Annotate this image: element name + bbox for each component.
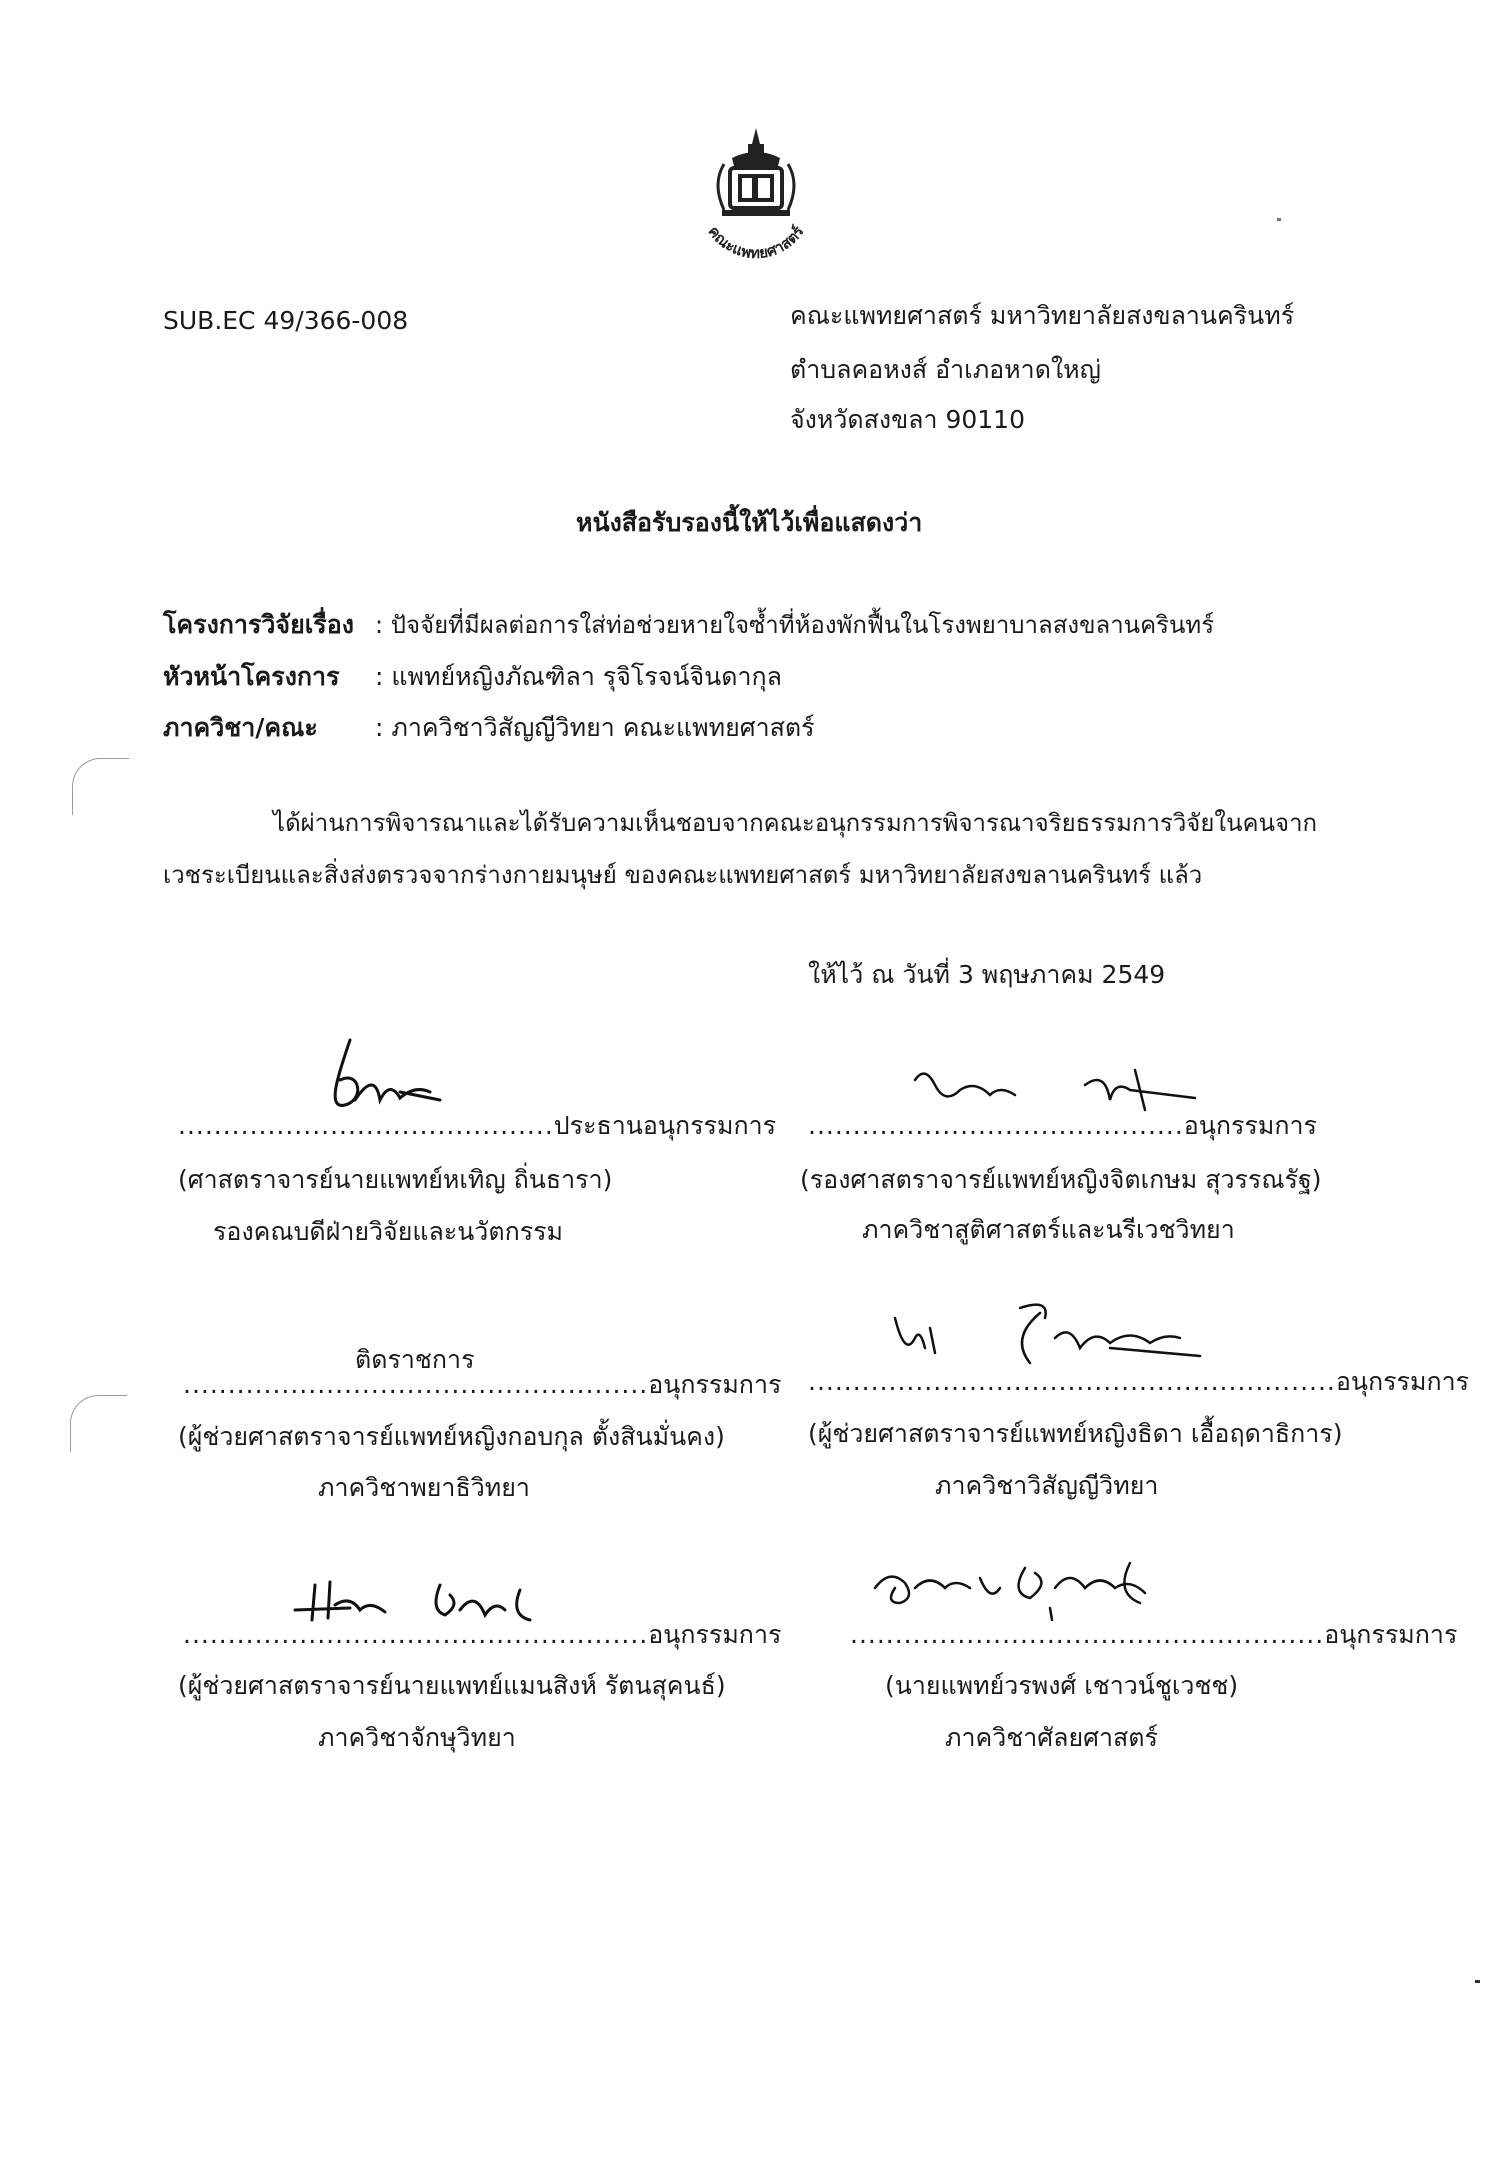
issue-date: ให้ไว้ ณ วันที่ 3 พฤษภาคม 2549 xyxy=(808,960,1166,989)
signature-line: ....................................................อนุกรรมการ xyxy=(183,1620,782,1649)
signatory-role: อนุกรรมการ xyxy=(648,1370,782,1399)
certificate-heading: หนังสือรับรองนี้ให้ไว้เพื่อแสดงว่า xyxy=(576,508,923,537)
project-title-label: โครงการวิจัยเรื่อง xyxy=(163,610,354,639)
signatory-name: (รองศาสตราจารย์แพทย์หญิงจิตเกษม สุวรรณรัฐ) xyxy=(800,1165,1322,1194)
signatory-dept: ภาควิชาศัลยศาสตร์ xyxy=(945,1723,1158,1752)
project-dept-value: : ภาควิชาวิสัญญีวิทยา คณะแพทยศาสตร์ xyxy=(375,713,815,742)
svg-text:คณะแพทยศาสตร์: คณะแพทยศาสตร์ xyxy=(704,222,808,263)
project-lead-label: หัวหน้าโครงการ xyxy=(163,662,340,691)
address-line-2: ตำบลคอหงส์ อำเภอหาดใหญ่ xyxy=(790,355,1101,384)
signatory-role: อนุกรรมการ xyxy=(1183,1111,1317,1140)
punch-hole-mark xyxy=(70,1395,127,1452)
faculty-seal xyxy=(682,124,830,274)
signatory-dept: ภาควิชาวิสัญญีวิทยา xyxy=(935,1471,1159,1500)
signatory-name: (ผู้ช่วยศาสตราจารย์นายแพทย์แมนสิงห์ รัตนสุคนธ์) xyxy=(178,1671,726,1700)
scan-speck xyxy=(1277,218,1281,221)
signatory-name: (ผู้ช่วยศาสตราจารย์แพทย์หญิงธิดา เอื้อฤดาธิการ) xyxy=(808,1419,1343,1448)
signatory-role: อนุกรรมการ xyxy=(1324,1620,1458,1649)
project-lead-value: : แพทย์หญิงภัณฑิลา รุจิโรจน์จินดากุล xyxy=(375,662,782,691)
signatory-dept: รองคณบดีฝ่ายวิจัยและนวัตกรรม xyxy=(213,1217,564,1246)
punch-hole-mark xyxy=(72,758,129,815)
signatory-name: (นายแพทย์วรพงศ์ เชาวน์ชูเวชช) xyxy=(885,1671,1239,1700)
signatory-role: ประธานอนุกรรมการ xyxy=(553,1111,777,1140)
reference-number: SUB.EC 49/366-008 xyxy=(163,306,409,335)
signature-line: ....................................................อนุกรรมการ xyxy=(183,1370,782,1399)
project-title-value: : ปัจจัยที่มีผลต่อการใส่ท่อช่วยหายใจซ้ำที่ห้องพักฟื้นในโรงพยาบาลสงขลานครินทร์ xyxy=(375,611,1215,639)
body-line-2: เวชระเบียนและสิ่งส่งตรวจจากร่างกายมนุษย์ ของคณะแพทยศาสตร์ มหาวิทยาลัยสงขลานครินทร์ แล้ว xyxy=(163,861,1203,889)
signature-line: ...........................................................อนุกรรมการ xyxy=(808,1367,1470,1396)
signatory-role: อนุกรรมการ xyxy=(1335,1367,1470,1396)
signatory-name: (ผู้ช่วยศาสตราจารย์แพทย์หญิงกอบกุล ตั้งสินมั่นคง) xyxy=(178,1422,725,1451)
seal-emblem-icon xyxy=(682,124,830,274)
signatory-dept: ภาควิชาพยาธิวิทยา xyxy=(318,1473,530,1502)
signature-line: ..........................................ประธานอนุกรรมการ xyxy=(178,1111,777,1140)
signatory-name: (ศาสตราจารย์นายแพทย์หเทิญ ถิ่นธารา) xyxy=(178,1165,613,1194)
address-line-1: คณะแพทยศาสตร์ มหาวิทยาลัยสงขลานครินทร์ xyxy=(790,301,1295,330)
body-line-1: ได้ผ่านการพิจารณาและได้รับความเห็นชอบจากคณะอนุกรรมการพิจารณาจริยธรรมการวิจัยในคนจาก xyxy=(273,809,1318,837)
scan-speck xyxy=(1475,1980,1480,1983)
signatory-role: อนุกรรมการ xyxy=(648,1620,782,1649)
address-line-3: จังหวัดสงขลา 90110 xyxy=(790,405,1025,434)
absence-note: ติดราชการ xyxy=(355,1345,475,1374)
signatory-dept: ภาควิชาสูติศาสตร์และนรีเวชวิทยา xyxy=(862,1215,1235,1244)
project-dept-label: ภาควิชา/คณะ xyxy=(163,713,318,742)
signatory-dept: ภาควิชาจักษุวิทยา xyxy=(318,1723,516,1752)
signature-line: ..........................................อนุกรรมการ xyxy=(808,1111,1317,1140)
signature-line: .....................................................อนุกรรมการ xyxy=(850,1620,1458,1649)
